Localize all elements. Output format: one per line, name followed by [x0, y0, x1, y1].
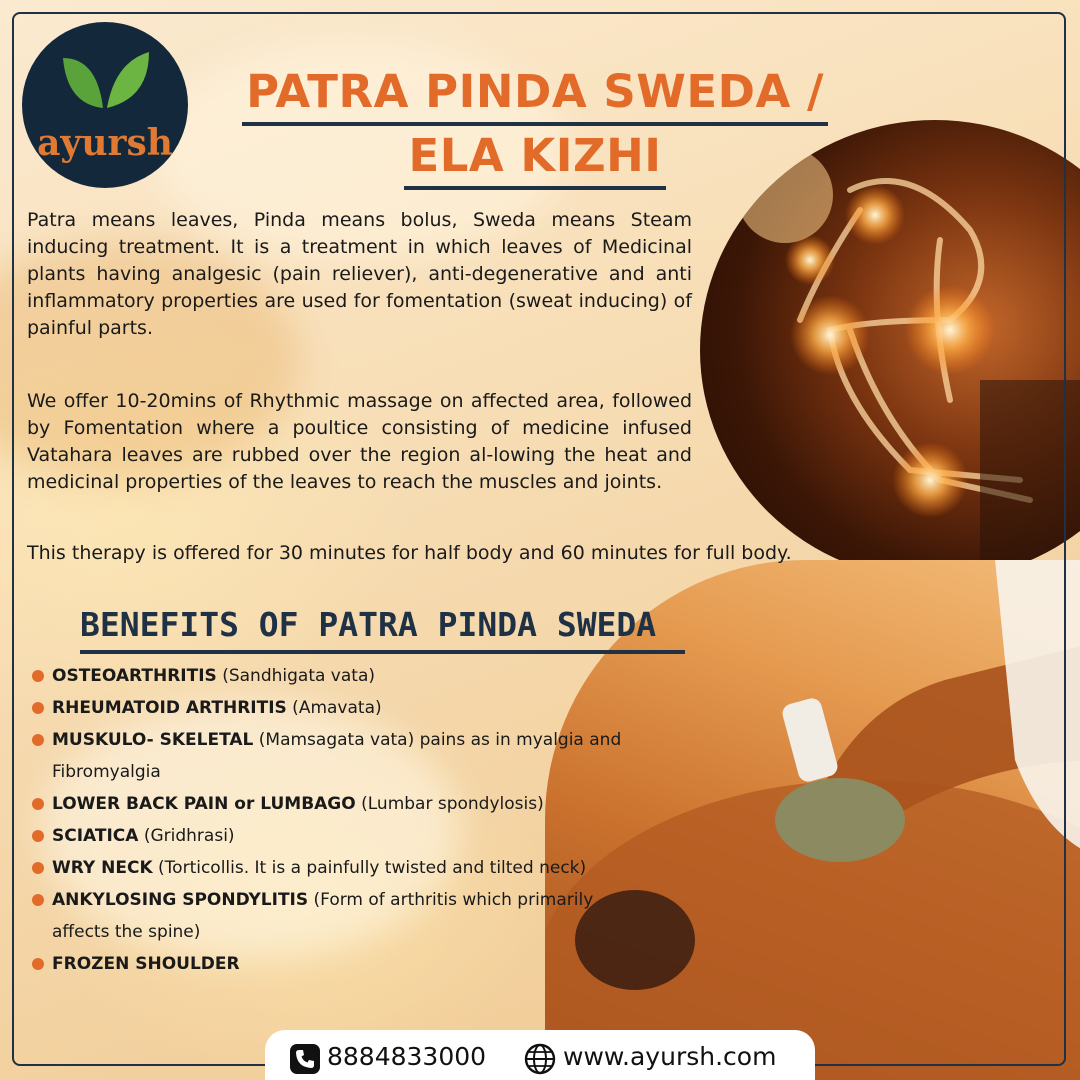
leaf-icon	[57, 44, 153, 114]
contact-bar	[265, 1030, 815, 1080]
list-item: ANKYLOSING SPONDYLITIS (Form of arthritis which primarily affects the spine)	[32, 884, 652, 948]
title-line-1: PATRA PINDA SWEDA /	[242, 62, 828, 126]
ayursh-logo	[22, 22, 188, 188]
list-item: OSTEOARTHRITIS (Sandhigata vata)	[32, 660, 652, 692]
bullet-icon	[32, 958, 44, 970]
bullet-icon	[32, 862, 44, 874]
bullet-icon	[32, 830, 44, 842]
page-title	[230, 62, 840, 190]
globe-icon	[524, 1043, 556, 1075]
phone-number[interactable]: 8884833000	[327, 1042, 487, 1071]
list-item: FROZEN SHOULDER	[32, 948, 652, 980]
description-paragraph: Patra means leaves, Pinda means bolus, Sweda means Steam inducing treatment. It is a treatment in which leaves of Medicinal plants having analgesic (pain reliever), anti-degenerative and anti inflammatory properties are used for fomentation (sweat inducing) of painful parts.	[27, 209, 692, 339]
bullet-icon	[32, 798, 44, 810]
list-item: LOWER BACK PAIN or LUMBAGO (Lumbar spondylosis)	[32, 788, 652, 820]
list-item: WRY NECK (Torticollis. It is a painfully twisted and tilted neck)	[32, 852, 652, 884]
benefits-list	[32, 660, 652, 980]
bullet-icon	[32, 734, 44, 746]
duration-note: This therapy is offered for 30 minutes for half body and 60 minutes for full body.	[27, 542, 792, 564]
description-paragraph: We offer 10-20mins of Rhythmic massage on affected area, followed by Fomentation where a poultice consisting of medicine infused Vatahara leaves are rubbed over the region al-lowing the heat and medicinal properties of the leaves to reach the muscles and joints.	[27, 390, 692, 493]
list-item: SCIATICA (Gridhrasi)	[32, 820, 652, 852]
benefits-heading: BENEFITS OF PATRA PINDA SWEDA	[80, 605, 685, 654]
bullet-icon	[32, 702, 44, 714]
list-item: MUSKULO- SKELETAL (Mamsagata vata) pains as in myalgia and Fibromyalgia	[32, 724, 652, 788]
bullet-icon	[32, 894, 44, 906]
phone-icon	[289, 1043, 321, 1075]
title-line-2: ELA KIZHI	[404, 126, 665, 190]
website-link[interactable]: www.ayursh.com	[563, 1042, 777, 1071]
list-item: RHEUMATOID ARTHRITIS (Amavata)	[32, 692, 652, 724]
logo-wordmark: ayursh	[37, 122, 173, 164]
bullet-icon	[32, 670, 44, 682]
